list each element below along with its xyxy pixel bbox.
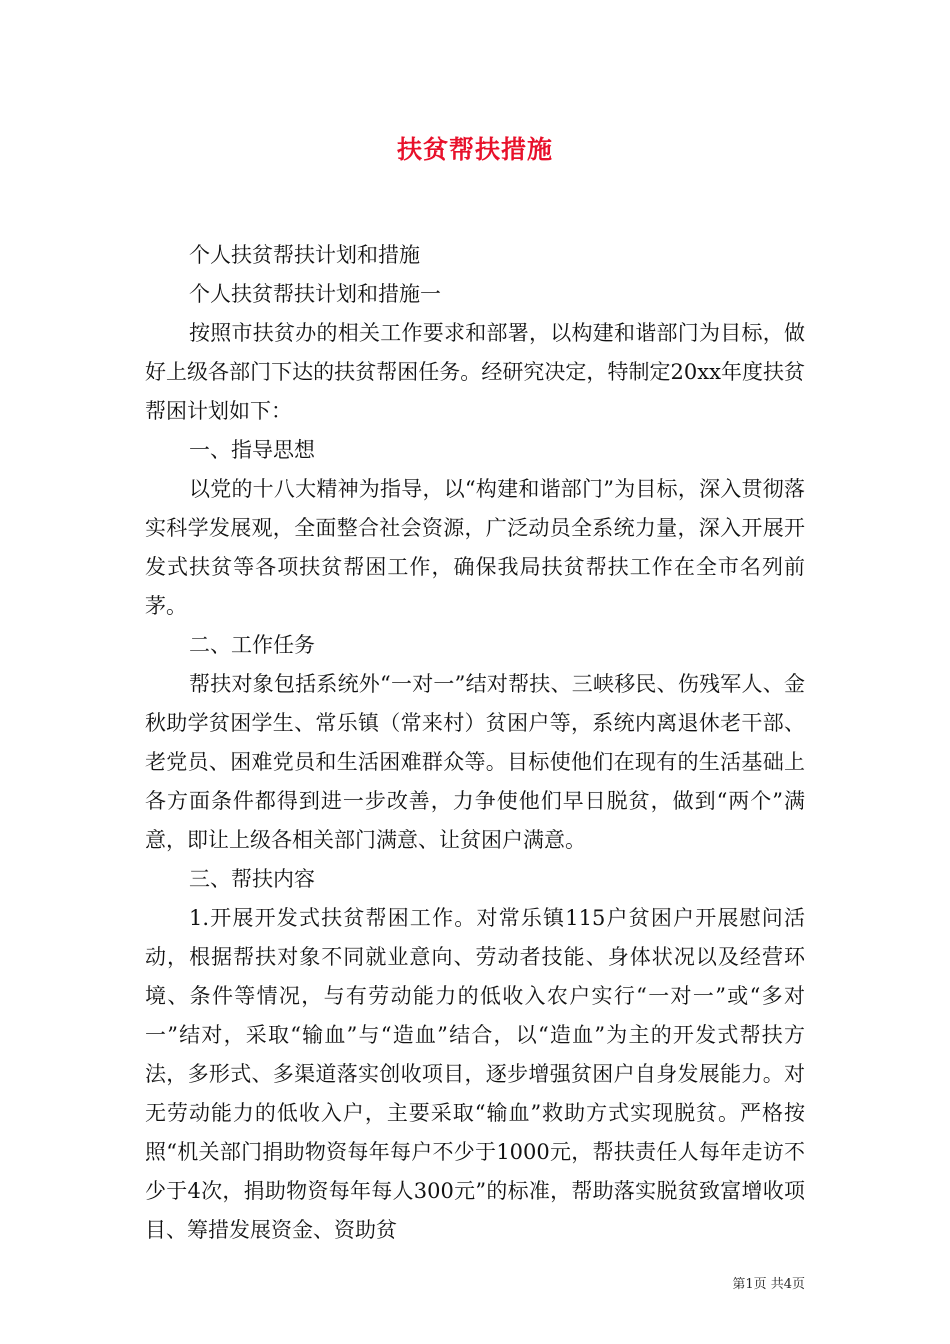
paragraph: 帮扶对象包括系统外“一对一”结对帮扶、三峡移民、伤残军人、金秋助学贫困学生、常乐镇（常来村）贫困户等，系统内离退休老干部、老党员、困难党员和生活困难群众等。目标使他们在现有的生活基础上各方面条件都得到进一步改善，力争使他们早日脱贫，做到“两个”满意，即让上级各相关部门满意、让贫困户满意。 (145, 672, 805, 852)
document-title: 扶贫帮扶措施 (396, 135, 553, 164)
section-heading: 三、帮扶内容 (189, 867, 315, 891)
section-heading: 二、工作任务 (189, 633, 315, 657)
paragraph-heading: 个人扶贫帮扶计划和措施 (189, 243, 420, 267)
page-number: 第1页 共4页 (732, 1277, 805, 1292)
paragraph: 以党的十八大精神为指导，以“构建和谐部门”为目标，深入贯彻落实科学发展观，全面整合社会资源，广泛动员全系统力量，深入开展开发式扶贫等各项扶贫帮困工作，确保我局扶贫帮扶工作在全市名列前茅。 (145, 477, 805, 618)
section-heading: 一、指导思想 (189, 438, 315, 462)
paragraph-subheading: 个人扶贫帮扶计划和措施一 (189, 282, 441, 306)
paragraph: 1.开展开发式扶贫帮困工作。对常乐镇115户贫困户开展慰问活动，根据帮扶对象不同就业意向、劳动者技能、身体状况以及经营环境、条件等情况，与有劳动能力的低收入农户实行“一对一”或“多对一”结对，采取“输血”与“造血”结合，以“造血”为主的开发式帮扶方法，多形式、多渠道落实创收项目，逐步增强贫困户自身发展能力。对无劳动能力的低收入户，主要采取“输血”救助方式实现脱贫。严格按照“机关部门捐助物资每年每户不少于1000元，帮扶责任人每年走访不少于4次，捐助物资每年每人300元”的标准，帮助落实脱贫致富增收项目、筹措发展资金、资助贫 (145, 906, 805, 1242)
paragraph: 按照市扶贫办的相关工作要求和部署，以构建和谐部门为目标，做好上级各部门下达的扶贫帮困任务。经研究决定，特制定20xx年度扶贫帮困计划如下： (145, 321, 805, 423)
document-body (145, 236, 805, 1250)
